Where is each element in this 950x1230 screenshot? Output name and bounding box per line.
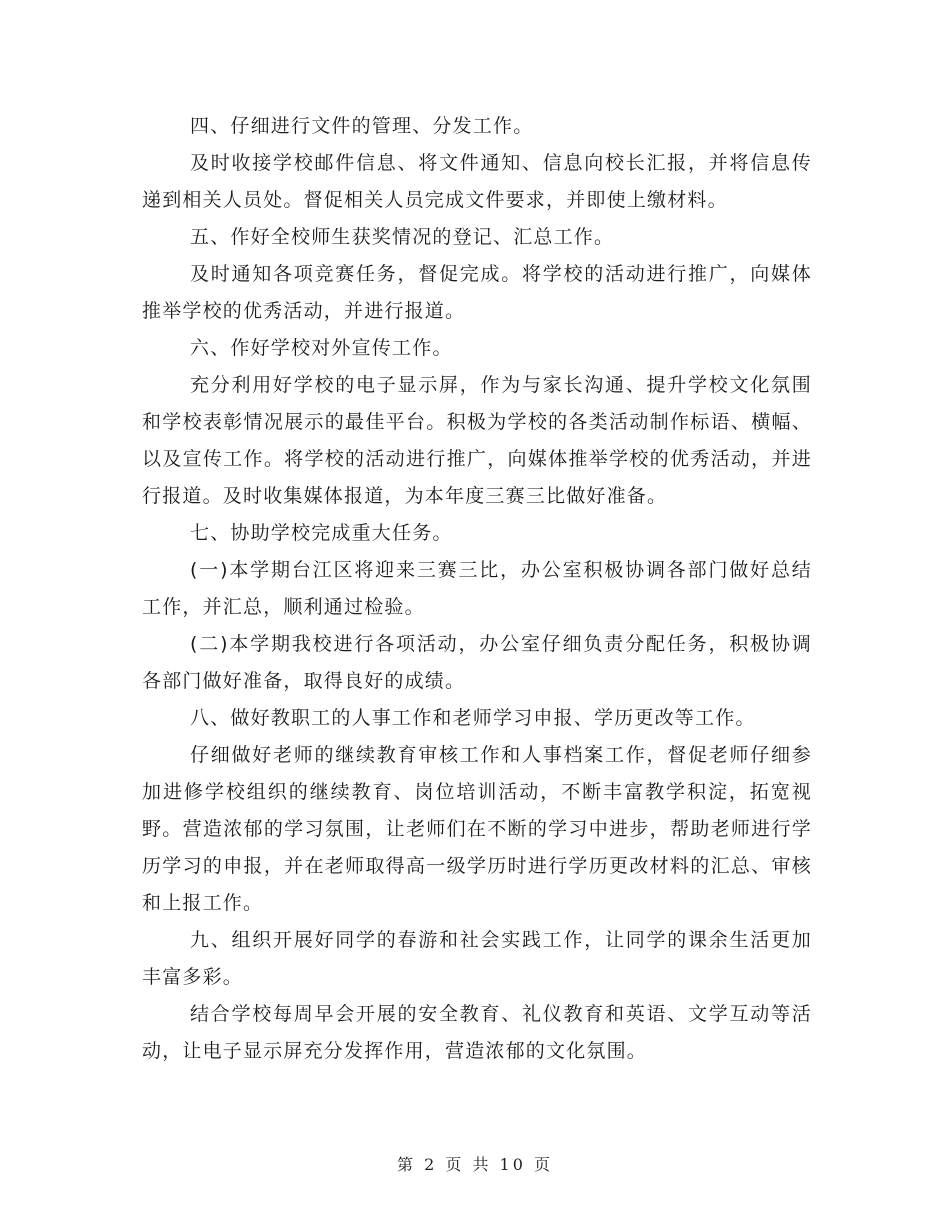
body-paragraph: 及时收接学校邮件信息、将文件通知、信息向校长汇报，并将信息传递到相关人员处。督促相关人员完成文件要求，并即使上缴材料。 [142,152,812,211]
body-paragraph: (一)本学期台江区将迎来三赛三比，办公室积极协调各部门做好总结工作，并汇总，顺利通过检验。 [142,559,812,618]
section-heading-7: 七、协助学校完成重大任务。 [190,522,453,544]
section-heading-9: 九、组织开展好同学的春游和社会实践工作，让同学的课余生活更加丰富多彩。 [142,929,812,988]
section-heading-5: 五、作好全校师生获奖情况的登记、汇总工作。 [190,226,615,248]
section-heading-6: 六、作好学校对外宣传工作。 [190,337,453,359]
body-paragraph: (二)本学期我校进行各项活动，办公室仔细负责分配任务，积极协调各部门做好准备，取得良好的成绩。 [142,633,812,692]
body-paragraph: 充分利用好学校的电子显示屏，作为与家长沟通、提升学校文化氛围和学校表彰情况展示的最佳平台。积极为学校的各类活动制作标语、横幅、以及宣传工作。将学校的活动进行推广，向媒体推举学校的优秀活动，并进行报道。及时收集媒体报道，为本年度三赛三比做好准备。 [142,374,812,507]
section-heading-4: 四、仔细进行文件的管理、分发工作。 [190,115,534,137]
body-paragraph: 及时通知各项竞赛任务，督促完成。将学校的活动进行推广，向媒体推举学校的优秀活动，并进行报道。 [142,263,812,322]
document-body [142,108,812,1070]
page-number-label: 第 2 页 共 10 页 [397,1155,553,1174]
body-paragraph: 结合学校每周早会开展的安全教育、礼仪教育和英语、文学互动等活动，让电子显示屏充分发挥作用，营造浓郁的文化氛围。 [142,1003,812,1062]
section-heading-8: 八、做好教职工的人事工作和老师学习申报、学历更改等工作。 [190,707,756,729]
body-paragraph: 仔细做好老师的继续教育审核工作和人事档案工作，督促老师仔细参加进修学校组织的继续教育、岗位培训活动，不断丰富教学积淀，拓宽视野。营造浓郁的学习氛围，让老师们在不断的学习中进步，帮助老师进行学历学习的申报，并在老师取得高一级学历时进行学历更改材料的汇总、审核和上报工作。 [142,744,812,914]
page-footer [0,1152,950,1175]
